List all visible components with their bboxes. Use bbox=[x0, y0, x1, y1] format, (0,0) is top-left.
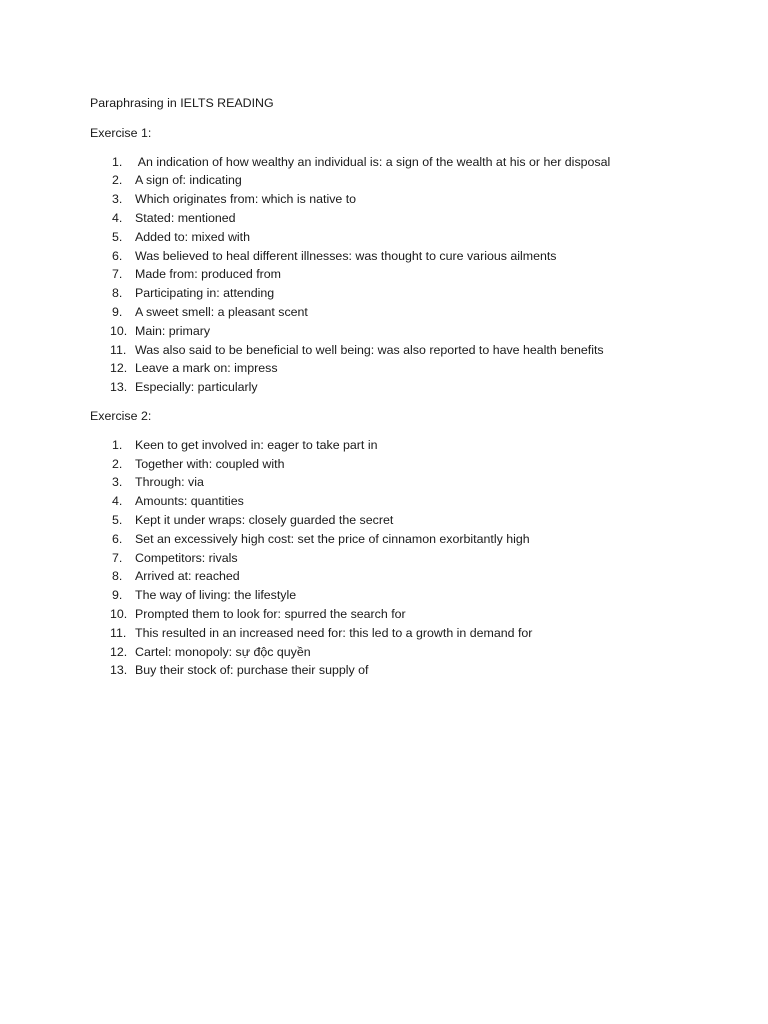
list-item-text: A sweet smell: a pleasant scent bbox=[135, 304, 308, 319]
list-item-number: 1. bbox=[112, 154, 123, 169]
list-item-number: 11. bbox=[110, 625, 127, 640]
list-item-number: 5. bbox=[112, 229, 123, 244]
list-item bbox=[90, 247, 710, 266]
list-item bbox=[90, 549, 710, 568]
list-item-text: The way of living: the lifestyle bbox=[135, 588, 297, 603]
list-item-number: 4. bbox=[112, 210, 123, 225]
list-item bbox=[90, 265, 710, 284]
list-item-number: 2. bbox=[112, 173, 123, 188]
list-item-text: An indication of how wealthy an individual is: a sign of the wealth at his or her disposal bbox=[135, 154, 611, 169]
list-item bbox=[90, 661, 710, 680]
list-item bbox=[90, 171, 710, 190]
list-item bbox=[90, 322, 710, 341]
list-item-number: 7. bbox=[112, 550, 123, 565]
list-item-text: Cartel: monopoly: sự độc quyền bbox=[135, 644, 311, 659]
list-item bbox=[90, 605, 710, 624]
list-item-number: 3. bbox=[112, 475, 123, 490]
document-body bbox=[90, 94, 710, 690]
list-item-text: Main: primary bbox=[135, 323, 211, 338]
list-item-text: Buy their stock of: purchase their supply of bbox=[135, 663, 369, 678]
list-item bbox=[90, 624, 710, 643]
list-item-text: A sign of: indicating bbox=[135, 173, 242, 188]
list-item-text: Added to: mixed with bbox=[135, 229, 251, 244]
list-item bbox=[90, 228, 710, 247]
list-item-number: 12. bbox=[110, 361, 128, 376]
list-item-number: 8. bbox=[112, 569, 123, 584]
list-item bbox=[90, 492, 710, 511]
list-item bbox=[90, 359, 710, 378]
exercise-1-heading: Exercise 1: bbox=[90, 125, 152, 140]
list-item-number: 1. bbox=[112, 437, 123, 452]
list-item-text: Especially: particularly bbox=[135, 380, 258, 395]
list-item-text: This resulted in an increased need for: this led to a growth in demand for bbox=[135, 625, 533, 640]
list-item-number: 7. bbox=[112, 267, 123, 282]
list-item-number: 11. bbox=[110, 342, 127, 357]
list-item-text: Competitors: rivals bbox=[135, 550, 238, 565]
list-item-number: 4. bbox=[112, 494, 123, 509]
list-item-text: Together with: coupled with bbox=[135, 456, 285, 471]
list-item bbox=[90, 455, 710, 474]
exercise-2-heading: Exercise 2: bbox=[90, 408, 152, 423]
list-item-number: 13. bbox=[110, 663, 128, 678]
list-item-number: 8. bbox=[112, 286, 123, 301]
list-item-text: Participating in: attending bbox=[135, 286, 275, 301]
exercise-2-list bbox=[90, 436, 710, 680]
list-item bbox=[90, 473, 710, 492]
list-item-number: 6. bbox=[112, 248, 123, 263]
list-item-text: Arrived at: reached bbox=[135, 569, 240, 584]
list-item bbox=[90, 378, 710, 397]
list-item-number: 9. bbox=[112, 588, 123, 603]
exercise-1 bbox=[90, 124, 710, 397]
list-item bbox=[90, 190, 710, 209]
list-item-text: Prompted them to look for: spurred the search for bbox=[135, 606, 406, 621]
list-item-number: 6. bbox=[112, 531, 123, 546]
document-title: Paraphrasing in IELTS READING bbox=[90, 96, 274, 110]
list-item-text: Set an excessively high cost: set the price of cinnamon exorbitantly high bbox=[135, 531, 530, 546]
list-item bbox=[90, 530, 710, 549]
list-item bbox=[90, 303, 710, 322]
list-item-text: Kept it under wraps: closely guarded the secret bbox=[135, 512, 394, 527]
list-item-number: 3. bbox=[112, 192, 123, 207]
list-item bbox=[90, 436, 710, 455]
list-item-number: 5. bbox=[112, 512, 123, 527]
list-item-text: Amounts: quantities bbox=[135, 494, 244, 509]
list-item bbox=[90, 567, 710, 586]
list-item-text: Made from: produced from bbox=[135, 267, 281, 282]
list-item-number: 13. bbox=[110, 380, 128, 395]
list-item bbox=[90, 341, 710, 360]
list-item bbox=[90, 511, 710, 530]
list-item bbox=[90, 209, 710, 228]
list-item-text: Stated: mentioned bbox=[135, 210, 236, 225]
exercise-2 bbox=[90, 407, 710, 680]
list-item-text: Leave a mark on: impress bbox=[135, 361, 278, 376]
list-item-number: 10. bbox=[110, 606, 128, 621]
list-item-text: Which originates from: which is native to bbox=[135, 192, 357, 207]
list-item-number: 12. bbox=[110, 644, 128, 659]
list-item-text: Was believed to heal different illnesses: was thought to cure various ailments bbox=[135, 248, 557, 263]
list-item-text: Was also said to be beneficial to well being: was also reported to have health benefits bbox=[135, 342, 604, 357]
list-item bbox=[90, 586, 710, 605]
list-item-number: 2. bbox=[112, 456, 123, 471]
list-item bbox=[90, 153, 710, 172]
list-item-text: Through: via bbox=[135, 475, 204, 490]
list-item-text: Keen to get involved in: eager to take part in bbox=[135, 437, 378, 452]
list-item-number: 9. bbox=[112, 304, 123, 319]
list-item bbox=[90, 284, 710, 303]
exercise-1-list bbox=[90, 153, 710, 397]
list-item bbox=[90, 643, 710, 662]
list-item-number: 10. bbox=[110, 323, 128, 338]
